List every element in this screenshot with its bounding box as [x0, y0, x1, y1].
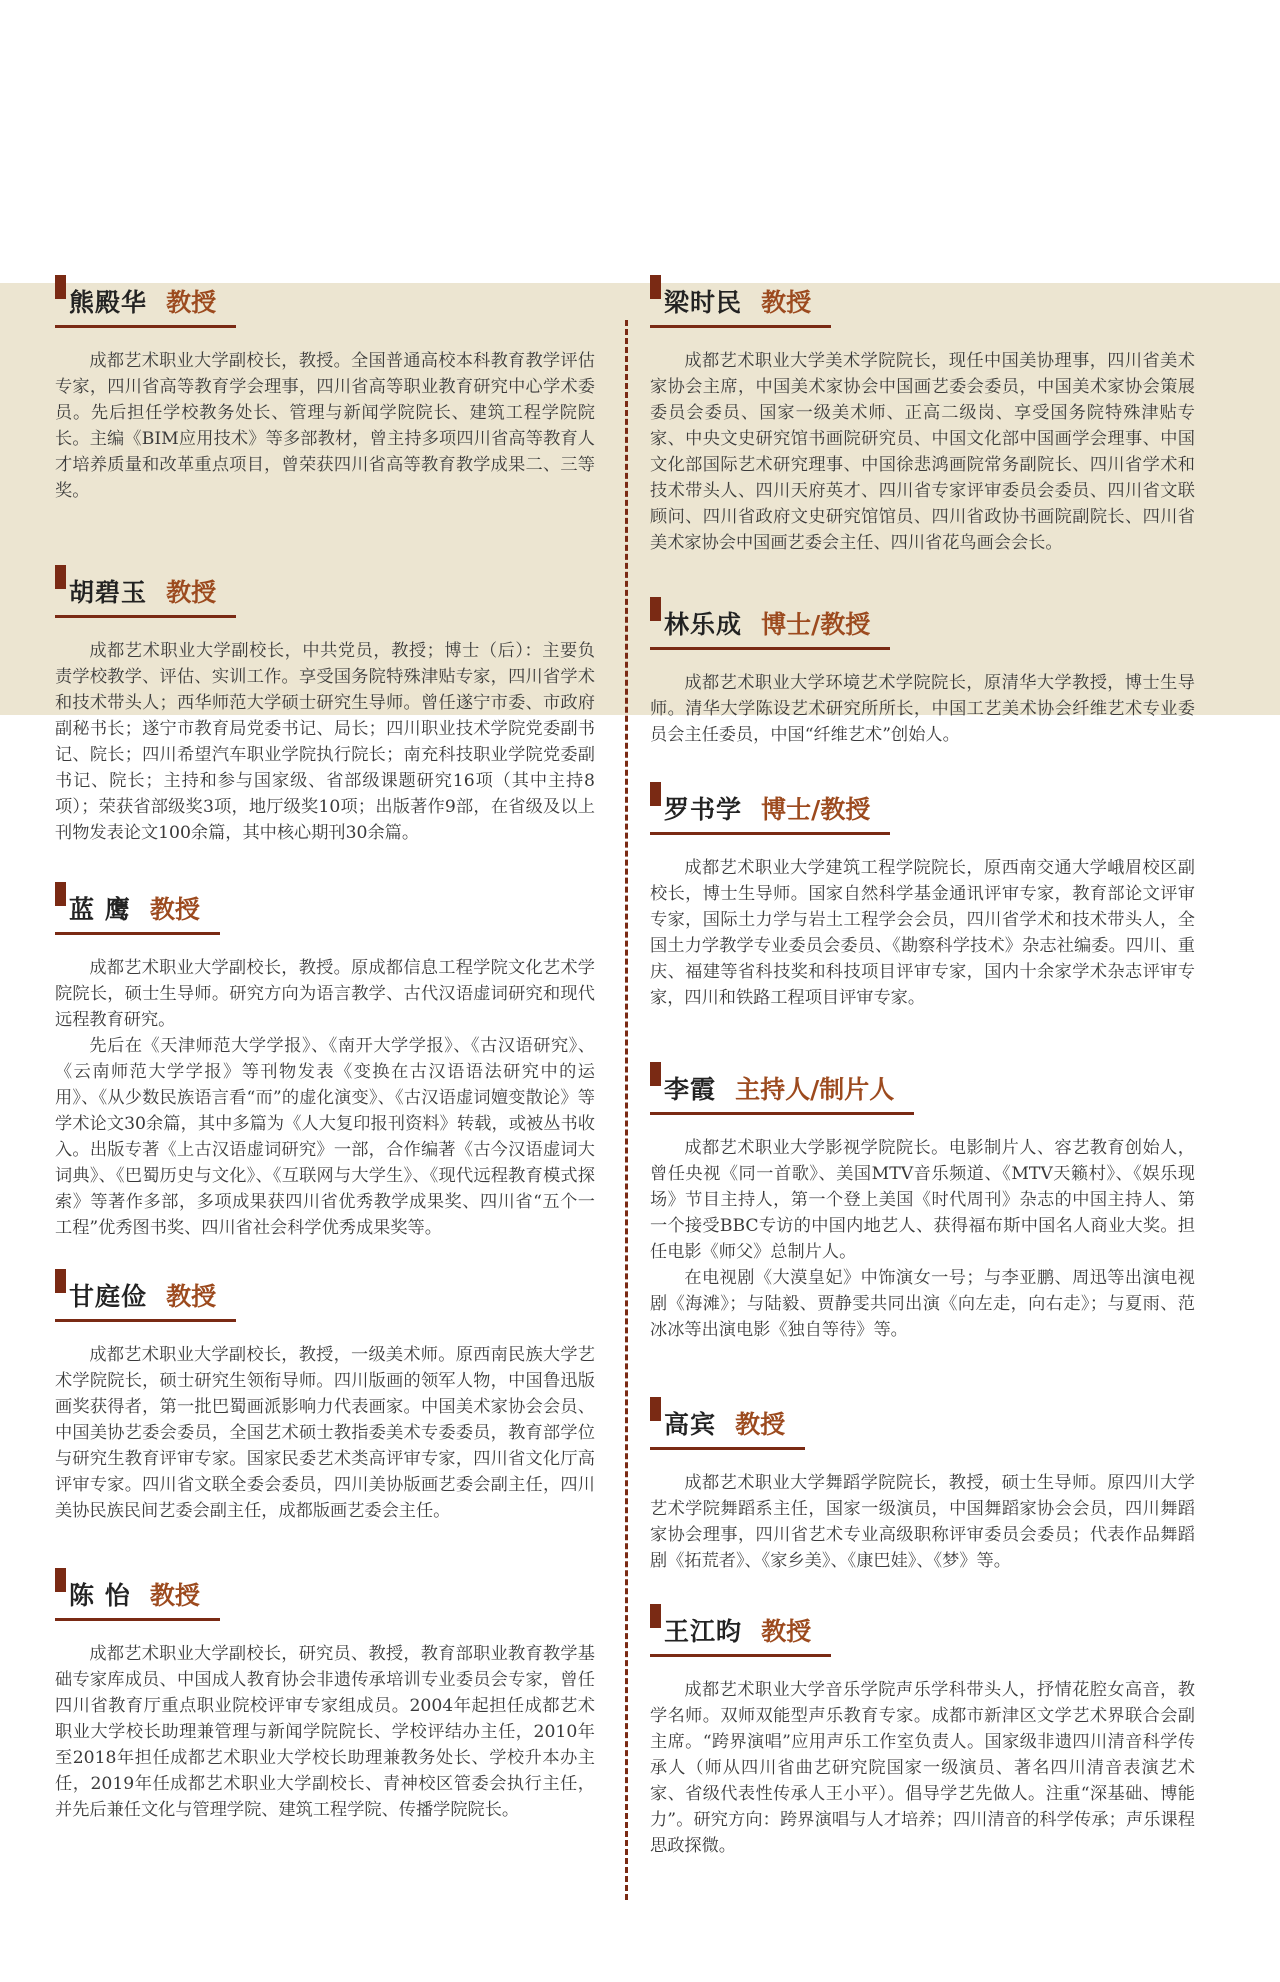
- profile-bio: [650, 670, 1195, 748]
- bio-paragraph: 成都艺术职业大学建筑工程学院院长，原西南交通大学峨眉校区副校长，博士生导师。国家自然科学基金通讯评审专家，教育部论文评审专家，国际土力学与岩土工程学会会员，四川省学术和技术带头人，全国土力学教学专业委员会委员、《勘察科学技术》杂志社编委。四川、重庆、福建等省科技奖和科技项目评审专家，国内十余家学术杂志评审专家，四川和铁路工程项目评审专家。: [650, 858, 1195, 1008]
- profile-bio: [55, 1641, 595, 1823]
- person-title: 教授: [761, 1617, 812, 1646]
- person-name: 罗书学: [664, 795, 743, 824]
- profile-entry: [650, 1405, 1195, 1574]
- profile-entry: [650, 283, 1195, 556]
- bio-paragraph: 在电视剧《大漠皇妃》中饰演女一号；与李亚鹏、周迅等出演电视剧《海滩》；与陆毅、贾静雯共同出演《向左走，向右走》；与夏雨、范冰冰等出演电影《独自等待》等。: [650, 1268, 1195, 1340]
- profile-header: [55, 573, 236, 618]
- person-title: 博士/教授: [761, 795, 871, 824]
- person-title: 教授: [166, 1282, 217, 1311]
- profile-bio: [55, 638, 595, 846]
- person-name: 梁时民: [664, 288, 743, 317]
- bio-paragraph: 成都艺术职业大学副校长，教授。原成都信息工程学院文化艺术学院院长，硕士生导师。研究方向为语言教学、古代汉语虚词研究和现代远程教育研究。: [55, 958, 595, 1030]
- profile-header: [55, 890, 220, 935]
- profile-entry: [650, 790, 1195, 1011]
- profile-header: [650, 605, 890, 650]
- person-name: 甘庭俭: [69, 1282, 148, 1311]
- profile-entry: [650, 605, 1195, 748]
- profile-entry: [55, 573, 595, 846]
- bio-paragraph: 先后在《天津师范大学学报》、《南开大学学报》、《古汉语研究》、《云南师范大学学报》等刊物发表《变换在古汉语语法研究中的运用》、《从少数民族语言看“而”的虚化演变》、《古汉语虚词嬗变散论》等学术论文30余篇，其中多篇为《人大复印报刊资料》转载，或被丛书收入。出版专著《上古汉语虚词研究》一部，合作编著《古今汉语虚词大词典》、《巴蜀历史与文化》、《互联网与大学生》、《现代远程教育模式探索》等著作多部，多项成果获四川省优秀教学成果奖、四川省“五个一工程”优秀图书奖、四川省社会科学优秀成果奖等。: [55, 1036, 595, 1238]
- bio-paragraph: 成都艺术职业大学副校长，中共党员，教授；博士（后）：主要负责学校教学、评估、实训工作。享受国务院特殊津贴专家，四川省学术和技术带头人；西华师范大学硕士研究生导师。曾任遂宁市委、市政府副秘书长；遂宁市教育局党委书记、局长；四川职业技术学院党委副书记、院长；四川希望汽车职业学院执行院长；南充科技职业学院党委副书记、院长；主持和参与国家级、省部级课题研究16项（其中主持8项）；荣获省部级奖3项，地厅级奖10项；出版著作9部，在省级及以上刊物发表论文100余篇，其中核心期刊30余篇。: [55, 641, 595, 843]
- profile-bio: [55, 348, 595, 504]
- bio-paragraph: 成都艺术职业大学环境艺术学院院长，原清华大学教授，博士生导师。清华大学陈设艺术研究所所长，中国工艺美术协会纤维艺术专业委员会主任委员，中国“纤维艺术”创始人。: [650, 673, 1195, 745]
- header-marker: [55, 1568, 66, 1592]
- person-title: 教授: [735, 1410, 786, 1439]
- header-marker: [650, 1604, 661, 1628]
- person-name: 蓝 鹰: [69, 895, 131, 924]
- header-marker: [650, 1397, 661, 1421]
- profile-header: [650, 1612, 831, 1657]
- bio-paragraph: 成都艺术职业大学影视学院院长。电影制片人、容艺教育创始人，曾任央视《同一首歌》、美国MTV音乐频道、《MTV天籁村》、《娱乐现场》节目主持人，第一个登上美国《时代周刊》杂志的中国主持人、第一个接受BBC专访的中国内地艺人、获得福布斯中国名人商业大奖。担任电影《师父》总制片人。: [650, 1138, 1195, 1262]
- profile-entry: [55, 890, 595, 1241]
- person-title: 教授: [149, 895, 200, 924]
- person-title: 教授: [761, 288, 812, 317]
- profile-bio: [55, 955, 595, 1241]
- bio-paragraph: 成都艺术职业大学舞蹈学院院长，教授，硕士生导师。原四川大学艺术学院舞蹈系主任，国家一级演员，中国舞蹈家协会会员，四川舞蹈家协会理事，四川省艺术专业高级职称评审委员会委员；代表作品舞蹈剧《拓荒者》、《家乡美》、《康巴娃》、《梦》等。: [650, 1473, 1195, 1571]
- profile-entry: [55, 1277, 595, 1524]
- profile-bio: [650, 855, 1195, 1011]
- person-name: 王江昀: [664, 1617, 743, 1646]
- header-marker: [55, 882, 66, 906]
- bio-paragraph: 成都艺术职业大学副校长，教授，一级美术师。原西南民族大学艺术学院院长，硕士研究生领衔导师。四川版画的领军人物，中国鲁迅版画奖获得者，第一批巴蜀画派影响力代表画家。中国美术家协会会员、中国美协艺委会委员，全国艺术硕士教指委美术专委委员，教育部学位与研究生教育评审专家。国家民委艺术类高评审专家，四川省文化厅高评审专家。四川省文联全委会委员，四川美协版画艺委会副主任，四川美协民族民间艺委会副主任，成都版画艺委会主任。: [55, 1345, 595, 1521]
- profile-entry: [650, 1612, 1195, 1859]
- profile-header: [650, 283, 831, 328]
- profile-entry: [55, 1576, 595, 1823]
- person-name: 高宾: [664, 1410, 717, 1439]
- person-name: 李霞: [664, 1075, 717, 1104]
- header-marker: [55, 1269, 66, 1293]
- bio-paragraph: 成都艺术职业大学副校长，研究员、教授，教育部职业教育教学基础专家库成员、中国成人教育协会非遗传承培训专业委员会专家，曾任四川省教育厅重点职业院校评审专家组成员。2004年起担任成都艺术职业大学校长助理兼管理与新闻学院院长、学校评结办主任，2010年至2018年担任成都艺术职业大学校长助理兼教务处长、学校升本办主任，2019年任成都艺术职业大学副校长、青神校区管委会执行主任，并先后兼任文化与管理学院、建筑工程学院、传播学院院长。: [55, 1644, 595, 1820]
- header-marker: [650, 275, 661, 299]
- profile-header: [55, 1576, 220, 1621]
- person-name: 胡碧玉: [69, 578, 148, 607]
- profile-header: [650, 1405, 805, 1450]
- profile-bio: [650, 1677, 1195, 1859]
- header-marker: [650, 597, 661, 621]
- profile-header: [55, 283, 236, 328]
- profile-bio: [650, 1470, 1195, 1574]
- profile-entry: [650, 1070, 1195, 1343]
- person-title: 教授: [149, 1581, 200, 1610]
- header-marker: [55, 565, 66, 589]
- header-marker: [55, 275, 66, 299]
- bio-paragraph: 成都艺术职业大学副校长，教授。全国普通高校本科教育教学评估专家，四川省高等教育学会理事，四川省高等职业教育研究中心学术委员。先后担任学校教务处长、管理与新闻学院院长、建筑工程学院院长。主编《BIM应用技术》等多部教材，曾主持多项四川省高等教育人才培养质量和改革重点项目，曾荣获四川省高等教育教学成果二、三等奖。: [55, 351, 595, 501]
- profile-header: [650, 790, 890, 835]
- bio-paragraph: 成都艺术职业大学音乐学院声乐学科带头人，抒情花腔女高音，教学名师。双师双能型声乐教育专家。成都市新津区文学艺术界联合会副主席。“跨界演唱”应用声乐工作室负责人。国家级非遗四川清音科学传承人（师从四川省曲艺研究院国家一级演员、著名四川清音表演艺术家、省级代表性传承人王小平）。倡导学艺先做人。注重“深基础、博能力”。研究方向：跨界演唱与人才培养；四川清音的科学传承；声乐课程思政探微。: [650, 1680, 1195, 1856]
- profile-bio: [650, 348, 1195, 556]
- person-name: 熊殿华: [69, 288, 148, 317]
- profile-entry: [55, 283, 595, 504]
- profile-header: [650, 1070, 914, 1115]
- header-marker: [650, 1062, 661, 1086]
- header-marker: [650, 782, 661, 806]
- person-name: 林乐成: [664, 610, 743, 639]
- bio-paragraph: 成都艺术职业大学美术学院院长，现任中国美协理事，四川省美术家协会主席，中国美术家协会中国画艺委会委员，中国美术家协会策展委员会委员、国家一级美术师、正高二级岗、享受国务院特殊津贴专家、中央文史研究馆书画院研究员、中国文化部中国画学会理事、中国文化部国际艺术研究理事、中国徐悲鸿画院常务副院长、四川省学术和技术带头人、四川天府英才、四川省专家评审委员会委员、四川省文联顾问、四川省政府文史研究馆馆员、四川省政协书画院副院长、四川省美术家协会中国画艺委会主任、四川省花鸟画会会长。: [650, 351, 1195, 553]
- person-title: 教授: [166, 578, 217, 607]
- person-title: 教授: [166, 288, 217, 317]
- person-title: 博士/教授: [761, 610, 871, 639]
- profile-bio: [55, 1342, 595, 1524]
- person-title: 主持人/制片人: [735, 1075, 895, 1104]
- person-name: 陈 怡: [69, 1581, 131, 1610]
- column-divider: [625, 320, 628, 1900]
- profile-bio: [650, 1135, 1195, 1343]
- profile-header: [55, 1277, 236, 1322]
